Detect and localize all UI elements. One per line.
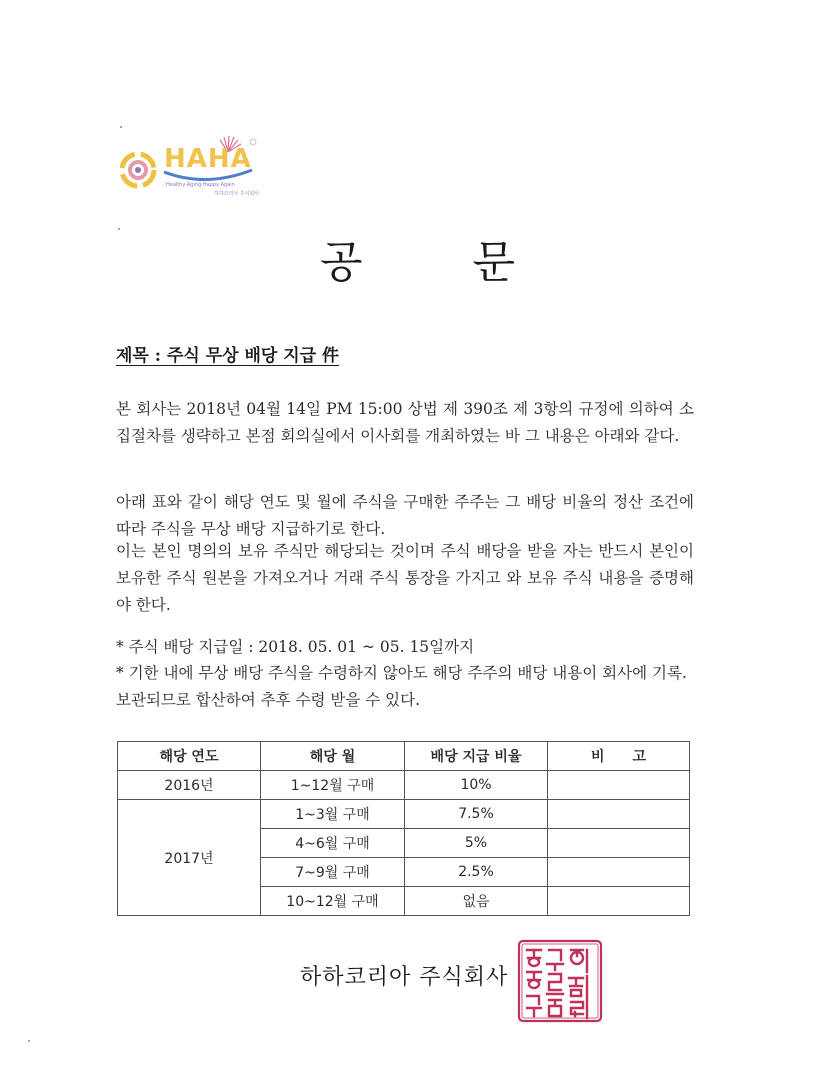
table-header-cell: 배당 지급 비율 xyxy=(405,742,548,771)
table-cell-year: 2017년 xyxy=(118,800,261,916)
table-cell-month: 1~3월 구매 xyxy=(261,800,405,829)
company-signature-name: 하하코리아 주식회사 xyxy=(300,965,509,990)
table-cell-remark xyxy=(548,858,690,887)
table-header-cell: 비 고 xyxy=(548,742,690,771)
table-cell-month: 1~12월 구매 xyxy=(261,771,405,800)
table-header-cell: 해당 월 xyxy=(261,742,405,771)
note-item: * 주식 배당 지급일 : 2018. 05. 01 ~ 05. 15일까지 xyxy=(116,638,475,656)
table-cell-rate: 없음 xyxy=(405,887,548,916)
table-cell-remark xyxy=(548,771,690,800)
body-paragraph: 아래 표와 같이 해당 연도 및 월에 주식을 구매한 주주는 그 배당 비율의 정산 조건에 따라 주식을 무상 배당 지급하기로 한다. xyxy=(116,493,694,538)
scan-speck xyxy=(118,228,120,230)
logo-wordmark: HAHA xyxy=(164,144,252,174)
scan-speck xyxy=(28,1040,30,1042)
table-cell-month: 4~6월 구매 xyxy=(261,829,405,858)
table-row xyxy=(118,800,690,829)
table-cell-rate: 5% xyxy=(405,829,548,858)
table-cell-remark xyxy=(548,829,690,858)
body-paragraph: 본 회사는 2018년 04월 14일 PM 15:00 상법 제 390조 제 3항의 규정에 의하여 소집절차를 생략하고 본점 회의실에서 이사회를 개최하였는 바 그 내용은 아래와 같다. xyxy=(116,400,694,445)
logo-tagline: Healthy·Aging·Happy·Again xyxy=(166,182,235,188)
table-header-row xyxy=(118,742,690,771)
body-paragraph: 이는 본인 명의의 보유 주식만 해당되는 것이며 주식 배당을 받을 자는 반드시 본인이 보유한 주식 원본을 가져오거나 거래 주식 통장을 가지고 와 보유 주식 내용을 증명해야 한다. xyxy=(116,542,694,614)
document-title: 공문 xyxy=(319,237,625,288)
table-cell-remark xyxy=(548,800,690,829)
note-item: * 기한 내에 무상 배당 주식을 수령하지 않아도 해당 주주의 배당 내용이 회사에 기록. 보관되므로 합산하여 추후 수령 받을 수 있다. xyxy=(116,664,687,709)
logo-company-small: 하하코리아 주식회사 xyxy=(214,191,260,197)
table-row xyxy=(118,771,690,800)
table-cell-rate: 10% xyxy=(405,771,548,800)
table-cell-month: 10~12월 구매 xyxy=(261,887,405,916)
company-seal-stamp xyxy=(517,938,603,1024)
table-cell-rate: 2.5% xyxy=(405,858,548,887)
table-cell-year: 2016년 xyxy=(118,771,261,800)
table-cell-month: 7~9월 구매 xyxy=(261,858,405,887)
table-cell-rate: 7.5% xyxy=(405,800,548,829)
document-subject: 제목 : 주식 무상 배당 지급 件 xyxy=(116,346,340,366)
table-cell-remark xyxy=(548,887,690,916)
company-logo xyxy=(116,132,266,202)
dividend-table xyxy=(117,741,690,916)
table-header-cell: 해당 연도 xyxy=(118,742,261,771)
scan-speck xyxy=(120,126,122,128)
